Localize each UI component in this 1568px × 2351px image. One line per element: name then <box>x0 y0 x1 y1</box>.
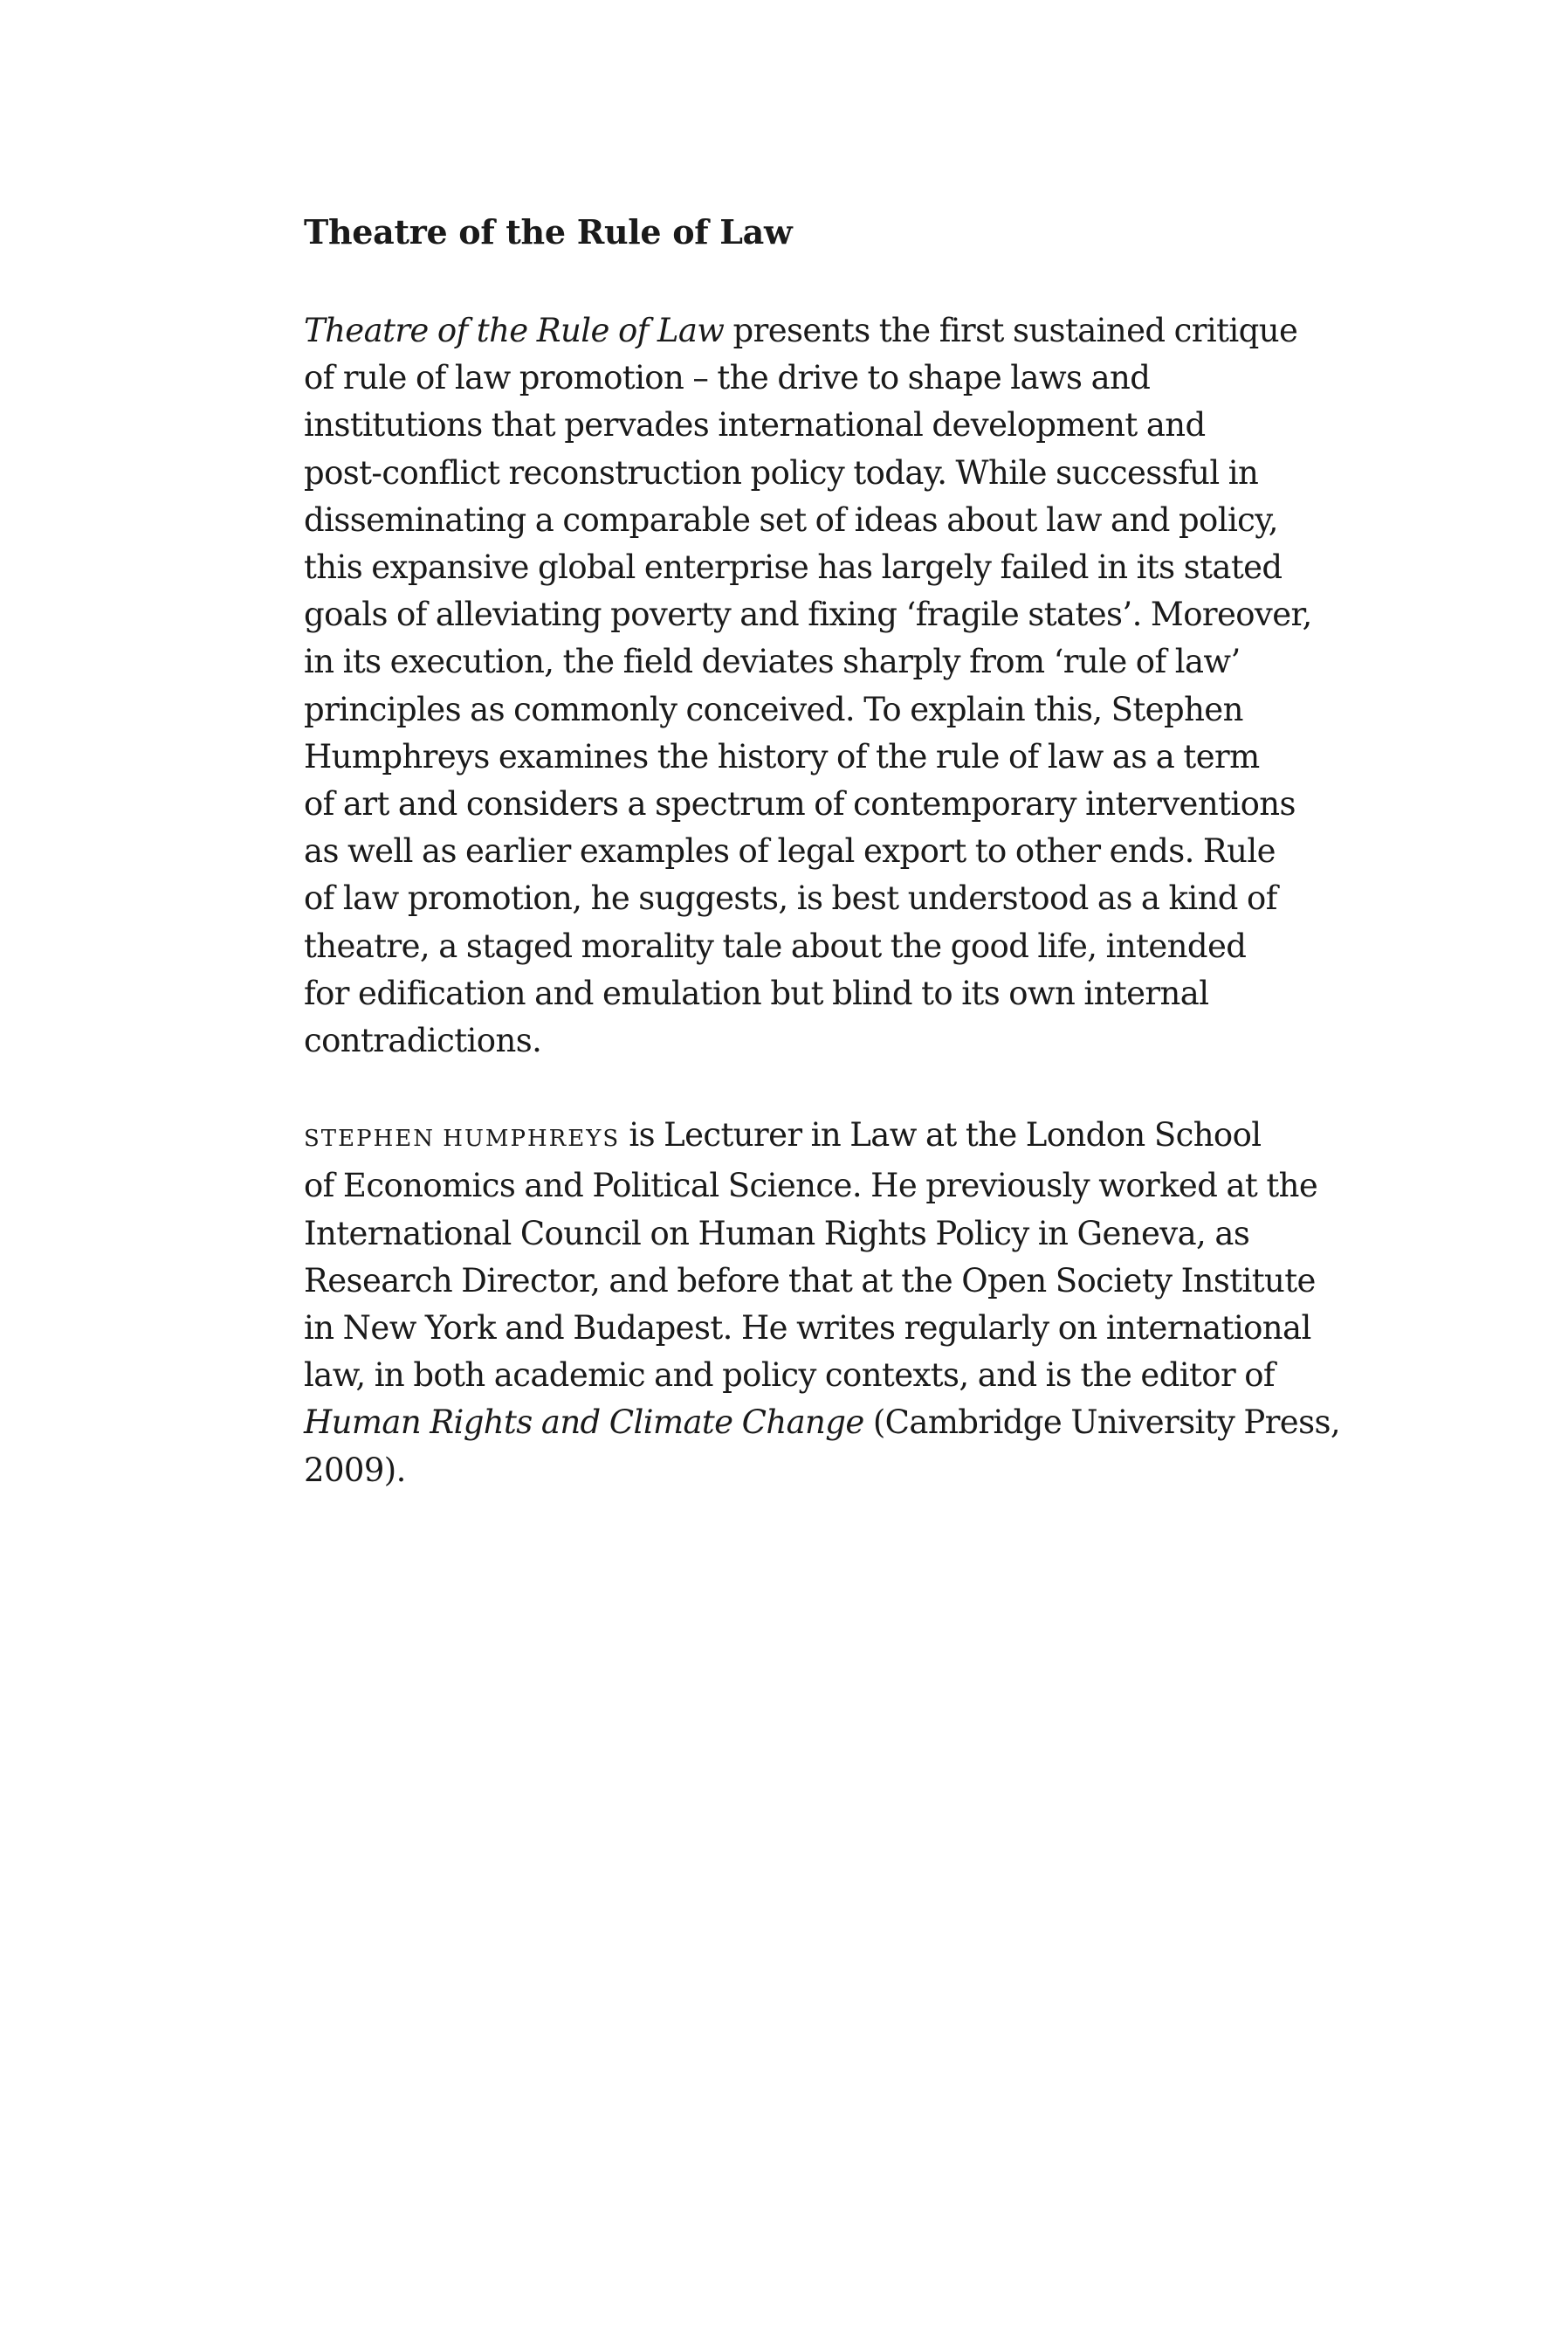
blurb-line: post-conflict reconstruction policy today. While successful in <box>304 453 1259 492</box>
blurb-line: as well as earlier examples of legal export to other ends. Rule <box>304 832 1276 871</box>
bio-line: in New York and Budapest. He writes regularly on international <box>304 1309 1311 1348</box>
blurb-line-1-rest: presents the first sustained critique <box>724 312 1298 349</box>
bio-line: of Economics and Political Science. He previously worked at the <box>304 1167 1318 1205</box>
blurb-line: of art and considers a spectrum of contemporary interventions <box>304 785 1296 824</box>
blurb-line: for edification and emulation but blind to its own internal <box>304 974 1209 1012</box>
blurb-line: in its execution, the field deviates sharply from ‘rule of law’ <box>304 643 1241 681</box>
book-blurb <box>304 307 1421 1065</box>
bio-line-7 <box>304 1399 1421 1446</box>
blurb-line: goals of alleviating poverty and fixing ‘fragile states’. Moreover, <box>304 596 1312 634</box>
bio-line: Research Director, and before that at the Open Society Institute <box>304 1261 1316 1300</box>
bio-line: law, in both academic and policy contexts, and is the editor of <box>304 1356 1276 1395</box>
edited-book-title: Human Rights and Climate Change <box>304 1403 864 1442</box>
bio-line: International Council on Human Rights Policy in Geneva, as <box>304 1214 1250 1252</box>
bio-line-1 <box>304 1112 1421 1162</box>
blurb-line: theatre, a staged morality tale about the good life, intended <box>304 927 1247 965</box>
book-title: Theatre of the Rule of Law <box>304 212 793 252</box>
blurb-line: institutions that pervades international development and <box>304 406 1206 445</box>
book-description-page <box>304 210 1421 1494</box>
blurb-line: of law promotion, he suggests, is best understood as a kind of <box>304 879 1277 918</box>
bio-line-1-rest: is Lecturer in Law at the London School <box>620 1116 1262 1155</box>
author-bio <box>304 1112 1421 1494</box>
bio-line: 2009). <box>304 1451 406 1489</box>
blurb-line-1 <box>304 307 1421 355</box>
blurb-line: contradictions. <box>304 1022 542 1060</box>
bio-line-7-rest: (Cambridge University Press, <box>863 1403 1341 1442</box>
blurb-line: of rule of law promotion – the drive to shape laws and <box>304 359 1151 397</box>
blurb-line: principles as commonly conceived. To explain this, Stephen <box>304 690 1243 728</box>
author-name: STEPHEN HUMPHREYS <box>304 1126 621 1153</box>
blurb-line: this expansive global enterprise has largely failed in its stated <box>304 548 1283 587</box>
blurb-line: disseminating a comparable set of ideas about law and policy, <box>304 500 1278 539</box>
blurb-line: Humphreys examines the history of the rule of law as a term <box>304 737 1260 776</box>
book-title-italic: Theatre of the Rule of Law <box>304 312 725 349</box>
